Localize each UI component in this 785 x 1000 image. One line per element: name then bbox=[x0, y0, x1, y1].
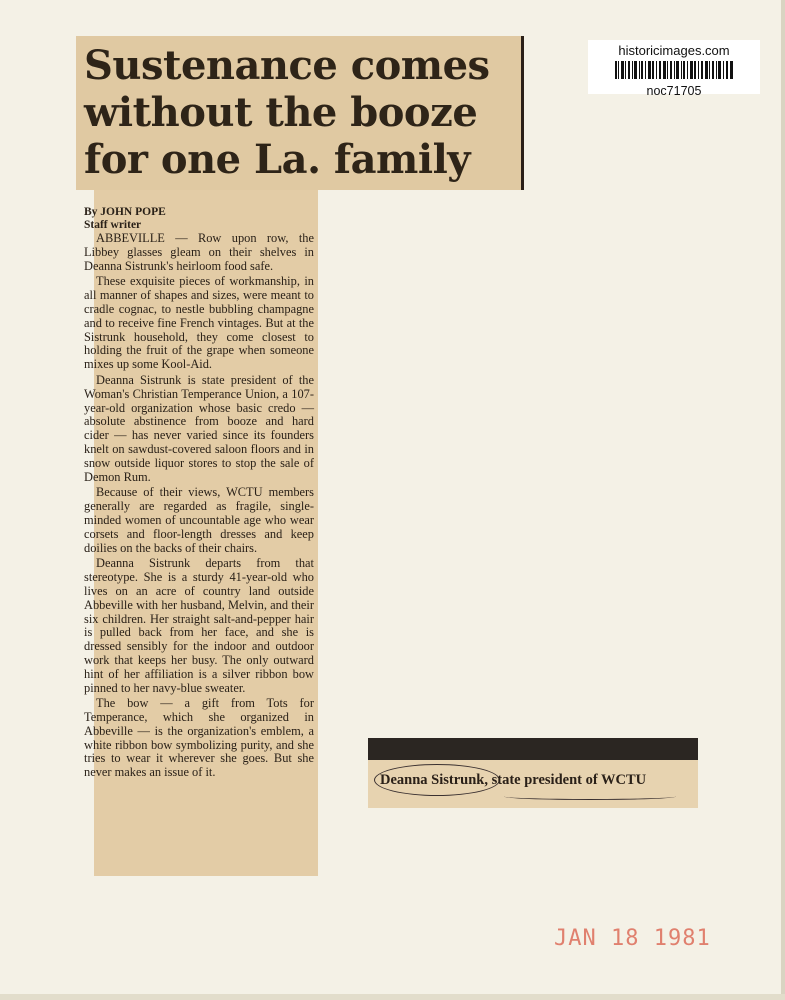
article-text bbox=[84, 232, 314, 780]
paragraph: Because of their views, WCTU members generally are regarded as fragile, single-minded women of uncountable age who wear corsets and floor-length dresses and keep doilies on the backs of their chairs. bbox=[84, 485, 314, 555]
headline-clipping bbox=[76, 36, 524, 190]
photo-caption-clipping bbox=[368, 738, 698, 808]
barcode-icon bbox=[615, 61, 733, 79]
headline-line-3: for one La. family bbox=[84, 136, 470, 183]
headline-line-1: Sustenance comes bbox=[84, 42, 490, 89]
paragraph: ABBEVILLE — Row upon row, the Libbey glasses gleam on their shelves in Deanna Sistrunk's heirloom food safe. bbox=[84, 231, 314, 273]
headline-line-2: without the booze bbox=[84, 89, 478, 136]
paragraph: Deanna Sistrunk is state president of the Woman's Christian Temperance Union, a 107-year-old organization whose basic credo — absolute abstinence from booze and hard cider — has never varied since its founders knelt on sawdust-covered saloon floors and in snow outside liquor stores to stop the sale of Demon Rum. bbox=[84, 372, 314, 484]
date-stamp: JAN 18 1981 bbox=[554, 926, 711, 951]
label-site: historicimages.com bbox=[618, 43, 730, 58]
ink-underline-mark bbox=[504, 793, 676, 800]
byline-role: Staff writer bbox=[84, 219, 142, 231]
paragraph: Deanna Sistrunk departs from that stereotype. She is a sturdy 41-year-old who lives on an acre of country land outside Abbeville with her husband, Melvin, and their six children. Her straight salt-and-pepper hair is pulled back from her face, and she is dressed sensibly for the indoor and outdoor work that keeps her busy. The only outward hint of her affiliation is a silver ribbon bow pinned to her navy-blue sweater. bbox=[84, 556, 314, 695]
headline bbox=[76, 36, 521, 183]
paragraph: The bow — a gift from Tots for Temperance, which she organized in Abbeville — is the organization's emblem, a white ribbon bow symbolizing purity, and she tries to wear it wherever she goes. But she never makes an issue of it. bbox=[84, 696, 314, 780]
archive-label bbox=[588, 40, 760, 98]
photo-edge-bar bbox=[368, 738, 698, 760]
article-body bbox=[84, 206, 314, 782]
byline-author: By JOHN POPE bbox=[84, 206, 166, 218]
caption-name: Deanna Sistrunk bbox=[380, 772, 485, 788]
page-bottom-edge bbox=[0, 994, 785, 1000]
caption-title: , state president of WCTU bbox=[484, 772, 647, 788]
paragraph: These exquisite pieces of workmanship, in all manner of shapes and sizes, were meant to cradle cognac, to nestle bubbling champagne and to receive fine French vintages. But at the Sistrunk household, they come closest to holding the fruit of the grape when someone mixes up some Kool-Aid. bbox=[84, 274, 314, 372]
label-id: noc71705 bbox=[646, 84, 702, 98]
page-edge bbox=[781, 0, 785, 1000]
photo-caption bbox=[380, 772, 646, 789]
